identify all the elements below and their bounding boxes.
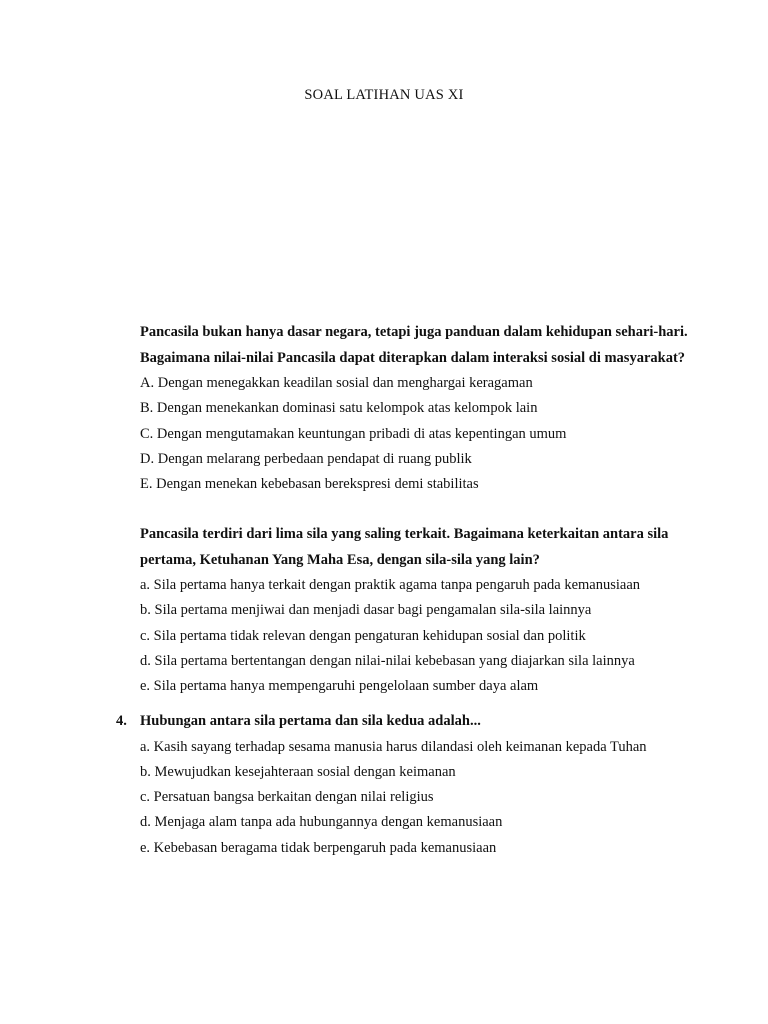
- question-block: [140, 709, 700, 861]
- answer-option-d: d. Sila pertama bertentangan dengan nilai-nilai kebebasan yang diajarkan sila lainnya: [140, 652, 635, 669]
- answer-options: [140, 735, 700, 861]
- answer-options: [140, 573, 700, 699]
- answer-option-e: e. Sila pertama hanya mempengaruhi pengelolaan sumber daya alam: [140, 678, 539, 695]
- answer-option-d: D. Dengan melarang perbedaan pendapat di ruang publik: [140, 450, 472, 467]
- answer-options: [140, 371, 700, 497]
- answer-option-c: C. Dengan mengutamakan keuntungan pribadi di atas kepentingan umum: [140, 425, 567, 442]
- answer-option-a: a. Kasih sayang terhadap sesama manusia harus dilandasi oleh keimanan kepada Tuhan: [140, 738, 647, 755]
- answer-option-b: B. Dengan menekankan dominasi satu kelompok atas kelompok lain: [140, 400, 538, 417]
- answer-option-b: b. Mewujudkan kesejahteraan sosial dengan keimanan: [140, 763, 456, 780]
- answer-option-c: c. Persatuan bangsa berkaitan dengan nilai religius: [140, 789, 434, 806]
- question-block: [140, 522, 700, 699]
- answer-option-e: E. Dengan menekan kebebasan berekspresi demi stabilitas: [140, 476, 479, 493]
- answer-option-b: b. Sila pertama menjiwai dan menjadi dasar bagi pengamalan sila-sila lainnya: [140, 602, 592, 619]
- answer-option-c: c. Sila pertama tidak relevan dengan pengaturan kehidupan sosial dan politik: [140, 627, 586, 644]
- question-number: 4.: [116, 713, 127, 729]
- page-title: SOAL LATIHAN UAS XI: [304, 87, 464, 103]
- answer-option-e: e. Kebebasan beragama tidak berpengaruh pada kemanusiaan: [140, 839, 497, 856]
- question-block: [140, 320, 700, 497]
- question-stem: Hubungan antara sila pertama dan sila kedua adalah...: [140, 713, 481, 729]
- answer-option-d: d. Menjaga alam tanpa ada hubungannya dengan kemanusiaan: [140, 814, 503, 831]
- question-stem: Pancasila bukan hanya dasar negara, tetapi juga panduan dalam kehidupan sehari-hari. Bagaimana nilai-nilai Pancasila dapat diterapkan dalam interaksi sosial di masyarakat?: [140, 324, 688, 366]
- question-stem: Pancasila terdiri dari lima sila yang saling terkait. Bagaimana keterkaitan antara sila pertama, Ketuhanan Yang Maha Esa, dengan sila-sila yang lain?: [140, 526, 669, 568]
- answer-option-a: a. Sila pertama hanya terkait dengan praktik agama tanpa pengaruh pada kemanusiaan: [140, 577, 641, 593]
- answer-option-a: A. Dengan menegakkan keadilan sosial dan menghargai keragaman: [140, 375, 533, 391]
